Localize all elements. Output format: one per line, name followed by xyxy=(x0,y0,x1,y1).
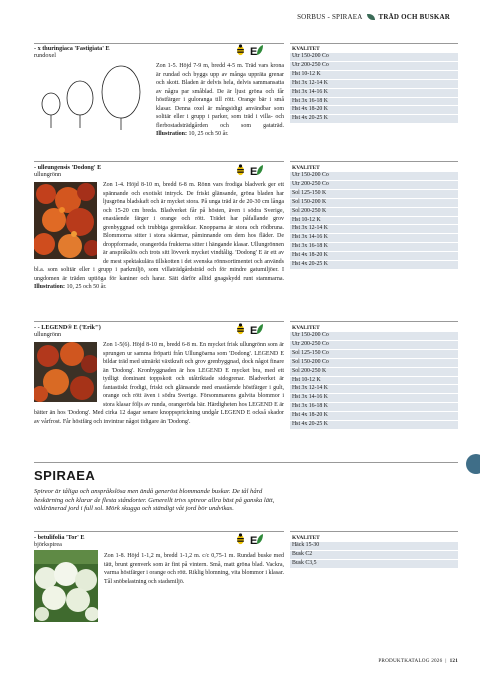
description-text: Zon 1-4. Höjd 8-10 m, bredd 6-8 m. Rönn vars frodiga bladverk ger ett spännande och exotiskt intryck. De friskt glänsande, gröna bladen har ljusgröna bladskaft och är mycket stora. På unga träd är de 20-30 cm långa och 15-20 cm breda. Bladverket får på hösten, även i södra Sverige, enastående färger i orange och rött. Trädet har påfallande grov grenbyggnad och trubbiga grenskikar. Knopparna är stora och rödbruna. Blommorna sitter i stora skärmar, påminnande om dem hos fläder. De droppformade, orangeröda frukterna sitter i hängande klasar. Ullungrönnen är anspråkslös och trots sitt lövverk mycket vindtålig. 'Dodong' E är ett av de mest spektakulära tillskotten i det svenska rönnsortimentet och används bl.a. som solitär eller i grupp i parkmiljö, som villaträdgårdsträd och för mindre gatumiljöer. I ungdomen är träden uptiöga för kaniner och harar. Sätt därför alltid gnagskydd runt stammarna. xyxy=(34,182,284,282)
product-photo xyxy=(34,342,97,402)
quality-header: KVALITET xyxy=(292,46,320,52)
quality-row: Busk C3,5 xyxy=(290,560,458,569)
bee-icon xyxy=(236,164,245,176)
product-description xyxy=(104,552,284,586)
quality-row: Hst 3x 14-16 K xyxy=(290,234,458,243)
divider xyxy=(34,462,458,463)
quality-row: Sol 200-250 K xyxy=(290,208,458,217)
quality-row: Hst 4x 20-25 K xyxy=(290,261,458,270)
quality-row: Busk C2 xyxy=(290,551,458,560)
bee-icon xyxy=(236,533,245,545)
svg-text:E: E xyxy=(250,165,258,176)
quality-row: Hst 4x 18-20 K xyxy=(290,106,458,115)
quality-header: KVALITET xyxy=(292,535,320,541)
quality-row: Utr 200-250 Co xyxy=(290,341,458,350)
e-leaf-icon xyxy=(250,45,263,56)
page-number: 121 xyxy=(449,658,458,664)
e-leaf-icon xyxy=(250,165,263,176)
illustration-value: 10, 25 och 50 år. xyxy=(188,131,229,137)
quality-list xyxy=(290,534,458,569)
quality-row: Hst 3x 12-14 K xyxy=(290,225,458,234)
quality-list xyxy=(290,45,458,124)
quality-row: Utr 150-200 Co xyxy=(290,332,458,341)
e-leaf-icon xyxy=(250,324,263,335)
product-subtitle: rundoxel xyxy=(34,52,56,59)
quality-row: Hst 4x 20-25 K xyxy=(290,421,458,430)
footer-text: PRODUKTKATALOG 2026 xyxy=(378,658,443,664)
divider xyxy=(34,321,284,322)
bee-icon xyxy=(236,323,245,335)
product-description xyxy=(34,341,284,446)
quality-row: Utr 150-200 Co xyxy=(290,172,458,181)
product-title: - x thuringiaca 'Fastigiata' E xyxy=(34,45,110,52)
quality-row: Hst 3x 14-16 K xyxy=(290,394,458,403)
product-title: - betulifolia 'Tor' E xyxy=(34,534,85,541)
page-footer xyxy=(378,658,458,664)
quality-row: Häck 15-30 xyxy=(290,542,458,551)
product-title: - - LEGEND® E ('Erik’') xyxy=(34,324,101,331)
illustration-label: Illustration: xyxy=(34,284,66,290)
quality-list xyxy=(290,164,458,270)
page-header xyxy=(297,13,450,21)
quality-row: Hst 10-12 K xyxy=(290,217,458,226)
leaf-icon xyxy=(367,14,375,20)
divider xyxy=(290,531,458,532)
product-badges xyxy=(236,533,263,545)
description-text: Zon 1-8. Höjd 1-1,2 m, bredd 1-1,2 m. c/c 0,75-1 m. Rundad buske med tätt, brunt grenverk som är fint på vintern. Små, matt gröna blad. Vackra, varma höstfärger i orange och rött. Riklig blomning, vita blommor i klasar. Tål snöbelastning och stadsmiljö. xyxy=(104,553,284,585)
svg-text:E: E xyxy=(250,534,258,545)
product-title: - ulleungensis 'Dodong' E xyxy=(34,164,102,171)
illustration-label: Illustration: xyxy=(156,131,188,137)
quality-row: Sol 150-200 Co xyxy=(290,359,458,368)
quality-row: Utr 200-250 Co xyxy=(290,62,458,71)
header-category: TRÄD OCH BUSKAR xyxy=(378,13,450,21)
quality-row: Sol 200-250 K xyxy=(290,368,458,377)
bee-icon xyxy=(236,44,245,56)
quality-list xyxy=(290,324,458,430)
section-title: SPIRAEA xyxy=(34,468,96,483)
quality-row: Hst 3x 12-14 K xyxy=(290,80,458,89)
quality-row: Sol 150-200 K xyxy=(290,199,458,208)
quality-row: Hst 10-12 K xyxy=(290,377,458,386)
quality-row: Hst 10-12 K xyxy=(290,71,458,80)
illustration-value: 10, 25 och 50 år. xyxy=(66,284,107,290)
divider xyxy=(290,161,458,162)
quality-row: Sol 125-150 K xyxy=(290,190,458,199)
quality-row: Hst 3x 14-16 K xyxy=(290,89,458,98)
divider xyxy=(34,531,284,532)
quality-row: Hst 4x 20-25 K xyxy=(290,115,458,124)
section-intro: Spireor är tåliga och anspråkslösa men ändå generöst blommande buskar. De tål hård beskärning och klarar de flesta ståndorter. Generellt trivs spireor allra bäst på ganska lätt, väldränerad jord i full sol. Mörk skugga och ständigt våt jord bör undvikas. xyxy=(34,488,275,513)
header-section: SORBUS - SPIRAEA xyxy=(297,13,363,21)
product-subtitle: ullungrönn xyxy=(34,171,62,178)
quality-header: KVALITET xyxy=(292,325,320,331)
quality-row: Hst 3x 16-18 K xyxy=(290,403,458,412)
quality-row: Hst 4x 18-20 K xyxy=(290,252,458,261)
description-text: Zon 1-5(6). Höjd 8-10 m, bredd 6-8 m. En mycket frisk ullungrönn som är sprungen ur samma fröparti från Ullungöarna som 'Dodong'. LEGEND E bildar träd med utmärkt växtkraft och grov grenbyggnad, dock något finare än 'Dodong'. Kronbyggnaden är hos LEGEND E mycket bra, med ett tydligt dominant toppskott och utåtriktade sidogrenar. Bladverket är fantastiskt frodigt, friskt och glänsande med enastående höstfärger i gult, orange och rött även i södra Sverige. Försommarens gulvita blommor i stora klasar följs av runda, orangeröda bär. Härdigheten hos LEGEND E är bätter än hos 'Dodong'. Med cirka 12 dagar senare knoppsprickning undgår LEGEND E också skador av vårfrost. Får höstfärg och invintrar något tidigare än 'Dodong'. xyxy=(34,342,284,425)
description-text: Zon 1-5. Höjd 7-9 m, bredd 4-5 m. Träd vars krona är rundad och byggs upp av många uppräta grenar och skott. Bladen är delvis hela, delvis sammansatta av några par småblad. De är ljust gröna och får höstfärger i guloranga till rött. Orange bär i små klasar. Denna oxel är mångsidigt användbar som solitär eller i grupp i parker, som träd i villa- och flerbostadsträdgården och som gataträd. xyxy=(156,63,284,129)
quality-row: Hst 3x 16-18 K xyxy=(290,98,458,107)
divider xyxy=(290,321,458,322)
product-photo xyxy=(34,550,98,622)
svg-text:E: E xyxy=(250,324,258,335)
footer-separator: | xyxy=(443,658,449,664)
divider xyxy=(34,161,284,162)
svg-text:E: E xyxy=(250,45,258,56)
e-leaf-icon xyxy=(250,534,263,545)
product-badges xyxy=(236,164,263,176)
quality-row: Utr 150-200 Co xyxy=(290,53,458,62)
quality-row: Sol 125-150 Co xyxy=(290,350,458,359)
product-subtitle: ullungrönn xyxy=(34,331,62,338)
quality-header: KVALITET xyxy=(292,165,320,171)
product-description xyxy=(34,62,284,152)
quality-row: Hst 3x 16-18 K xyxy=(290,243,458,252)
product-badges xyxy=(236,323,263,335)
quality-row: Hst 4x 18-20 K xyxy=(290,412,458,421)
product-subtitle: björkspirea xyxy=(34,541,62,548)
section-tab[interactable] xyxy=(466,454,480,474)
product-badges xyxy=(236,44,263,56)
quality-row: Hst 3x 12-14 K xyxy=(290,385,458,394)
product-photo xyxy=(34,182,97,259)
quality-row: Utr 200-250 Co xyxy=(290,181,458,190)
product-description xyxy=(34,181,284,306)
divider xyxy=(290,43,458,44)
